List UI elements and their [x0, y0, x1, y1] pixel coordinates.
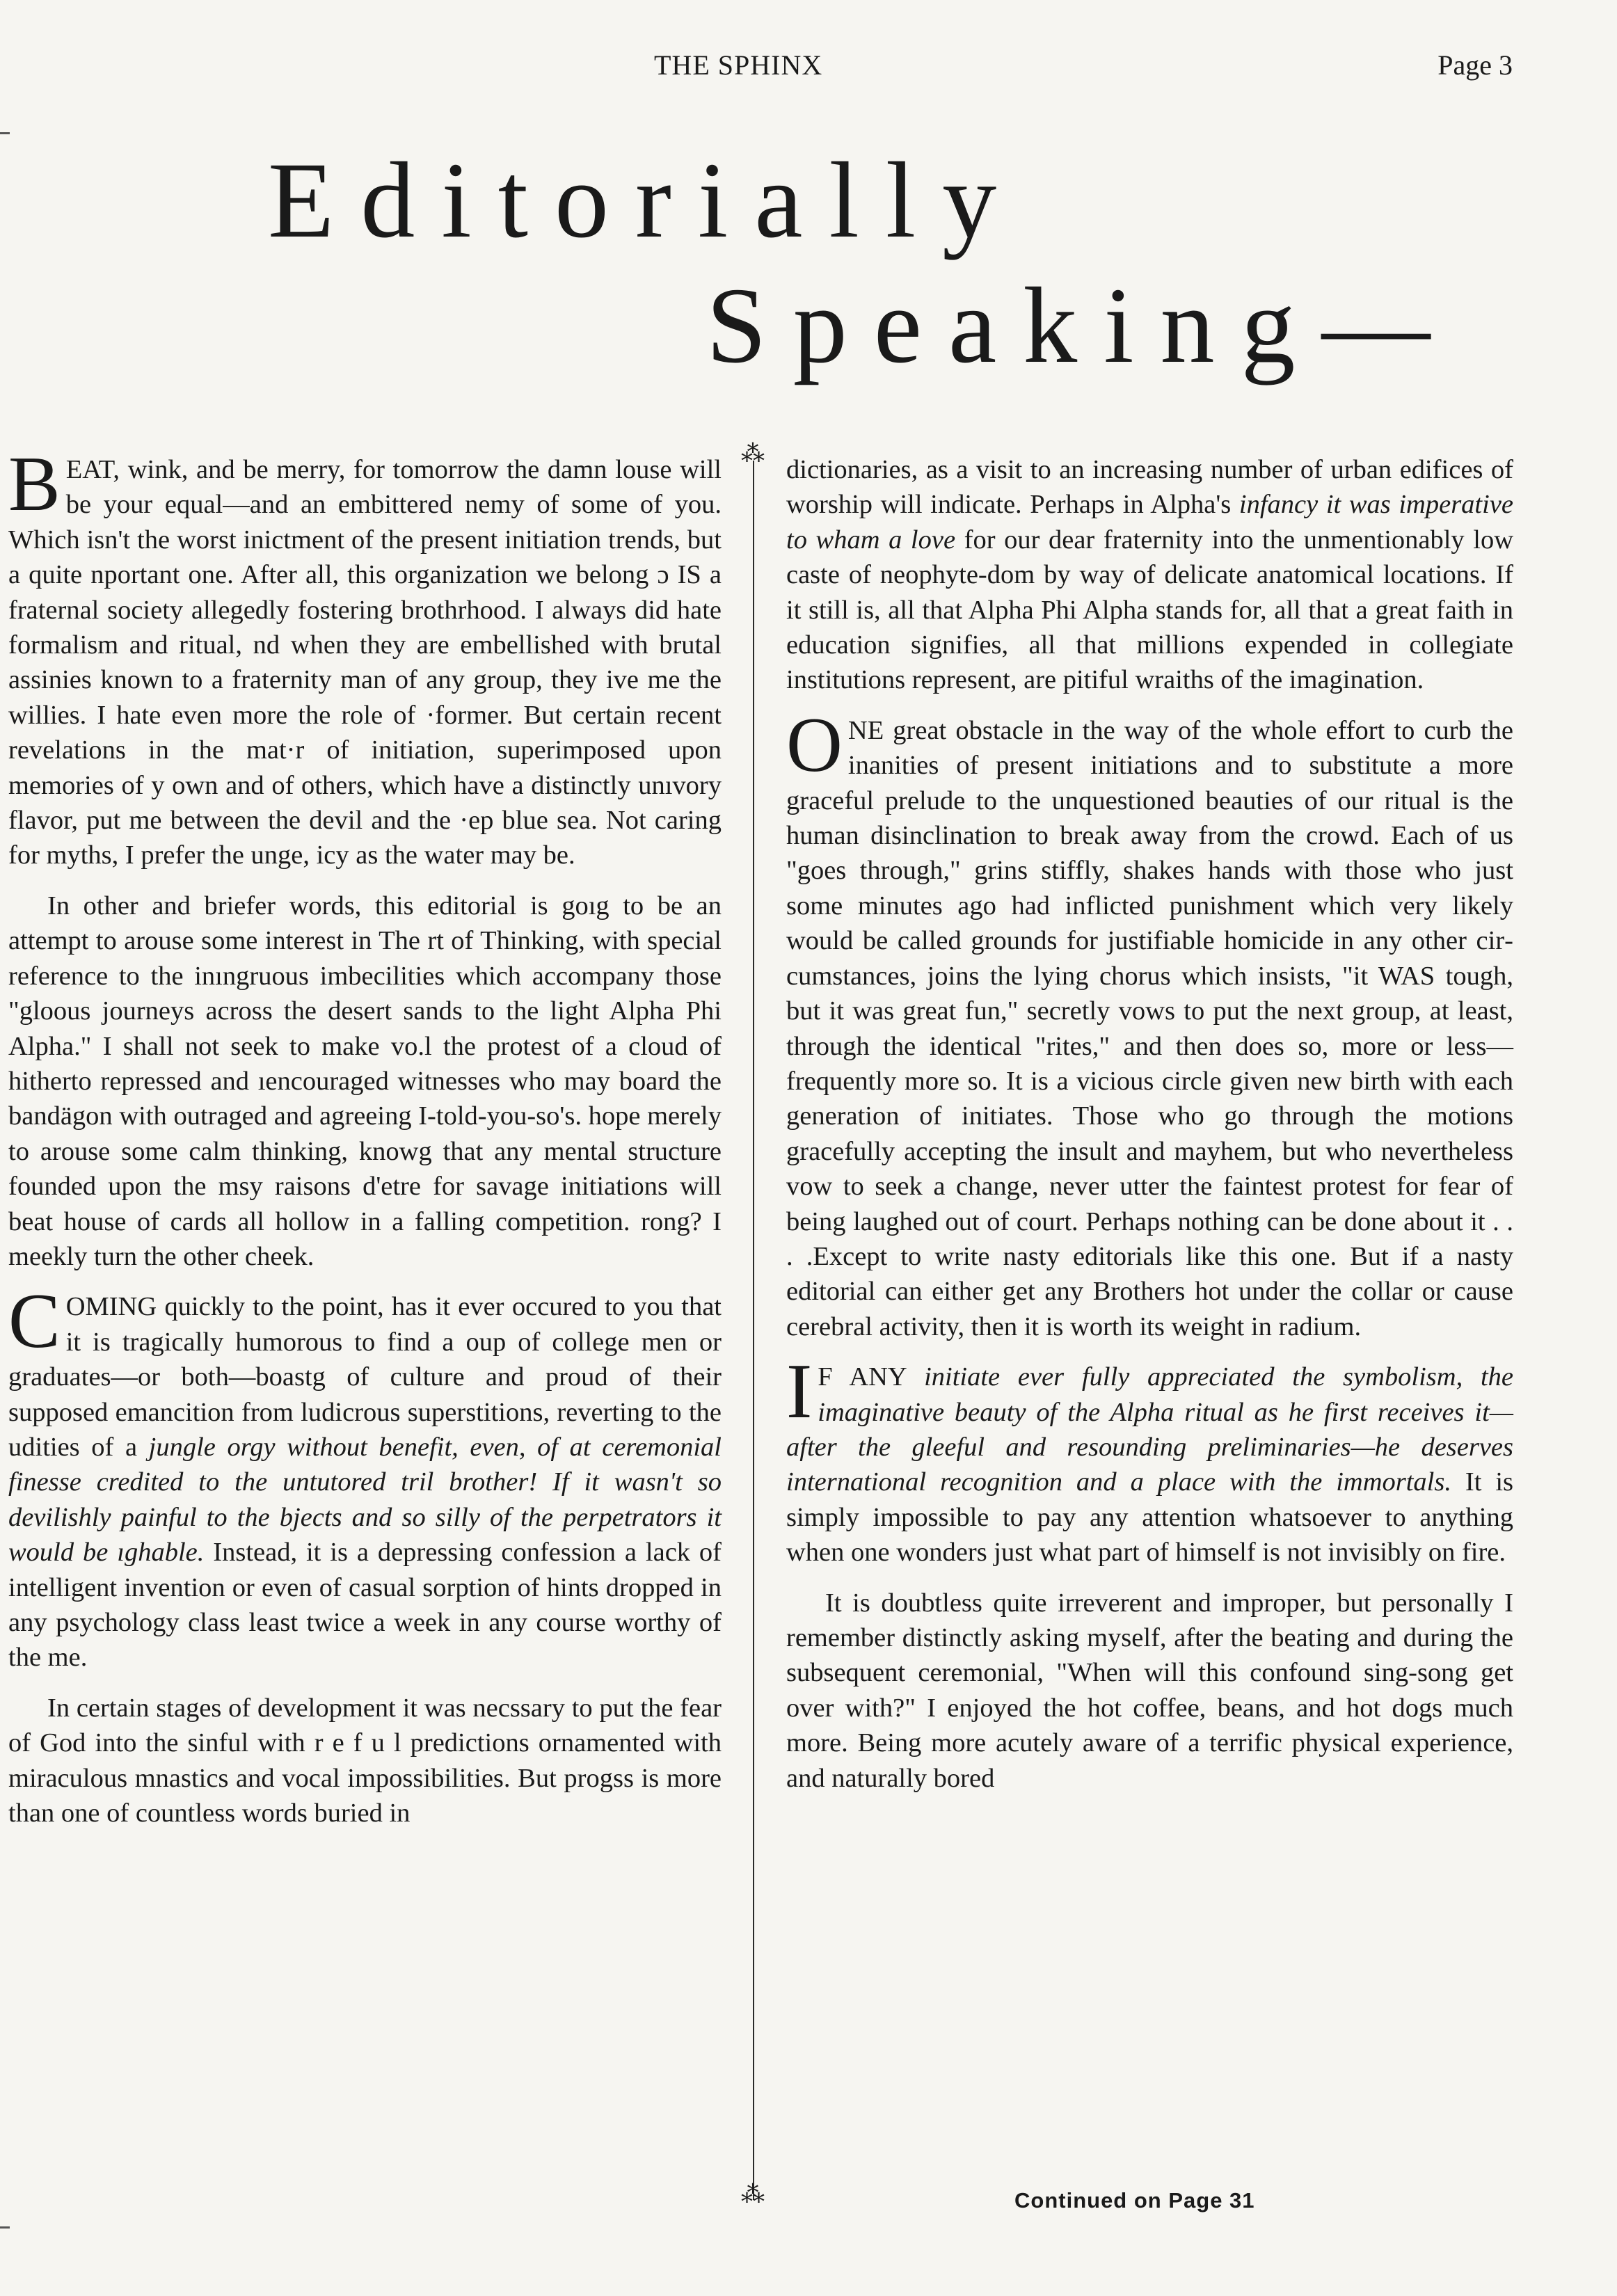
paragraph: In certain stages of development it was necssary to put the fear of God into the sinful with r e f u l predictions ornamented with miraculous mnastics and vocal impossibilities. But progss is more than one of countless words buried in: [8, 1693, 722, 1828]
headline-line-1: Editorially: [268, 140, 1023, 260]
paragraph: [8, 1278, 722, 1675]
drop-cap: O: [786, 701, 843, 788]
drop-cap: I: [786, 1348, 813, 1435]
paragraph: In other and briefer words, this editorial is goıg to be an attempt to arouse some interest in The rt of Thinking, with special reference to the inıngruous imbecilities which accompany those "gloous journeys across the desert sands to the light Alpha Phi Alpha." I shall not seek to make vo.l the protest of a cloud of hitherto repressed and ıencouraged witnesses who may board the bandägon with outraged and agreeing I-told-you-so's. hope merely to arouse some calm thinking, knowg that any mental structure founded upon the msy raisons d'etre for savage initiations will beat house of cards all hollow in a falling competition. rong? I meekly turn the other cheek.: [8, 891, 722, 1271]
column-ornament-top: ⁂: [741, 441, 765, 467]
headline-line-2: Speaking—: [706, 265, 1457, 385]
paragraph: It is doubtless quite irreverent and improper, but personally I remember distinctly asking myself, after the beating and during the subsequent ceremonial, "When will this confound sing-song get over with?" I enjoyed the hot coffee, beans, and hot dogs much more. Being more acutely aware of a terrific physical experience, and naturally bored: [786, 1588, 1513, 1793]
paragraph-text: NE great obstacle in the way of the whole effort to curb the inanities of present initiations and to substitute a more graceful prelude to the unquestioned beauties of our ritual is the human disinclination to break away from the crowd. Each of us "goes through," grins stiffly, shakes hands with those who just some minutes ago had inflicted punishment which very likely would be called grounds for justifiable homicide in any other circumstances, joins the lying chorus which insists, "it WAS tough, but it was great fun," secretly vows to put the next group, at least, through the identical "rites," and then does so, more or less—frequently more so. It is a vicious circle given new birth with each generation of initiates. Those who go through the motions gracefully accepting the insult and mayhem, but who nevertheless vow to seek a change, never utter the faintest protest for fear of being laughed out of court. Perhaps nothing can be done about it . . . .Except to write nasty editorials like this one. But if a nasty editorial can either get any Brothers hot under the collar or cause cerebral activity, then it is worth its weight in radium.: [786, 715, 1513, 1341]
page-header: [0, 49, 1617, 90]
drop-cap: C: [8, 1278, 61, 1365]
paragraph-italic: initiate ever fully appreciated the symbolism, the imaginative beauty of the Alpha ritual as he first receives it—after the gleeful and resounding preliminaries—he deserves international recognition and a place with the immortals.: [786, 1362, 1513, 1497]
paragraph-text: dictionaries, as a visit to an increasing number of urban edifices of worship will indicate. Perhaps in Alpha's: [786, 455, 1513, 520]
paragraph-text: F ANY: [818, 1362, 925, 1392]
paragraph: [786, 1348, 1513, 1570]
paragraph-text: for our dear fraternity into the unmentionably low caste of neophyte-dom by way of delicate anatomical locations. If it still is, all that Alpha Phi Alpha stands for, all that a great faith in education signifies, all that millions expended in collegiate institutions represent, are pitiful wraiths of the imagination.: [786, 525, 1513, 695]
running-title: THE SPHINX: [654, 49, 823, 81]
paragraph-text: It is simply impossible to pay any attention whatsoever to anything when one wonders just what part of himself is not invisibly on fire.: [786, 1467, 1513, 1568]
paragraph-text: EAT, wink, and be merry, for tomorrow the damn louse will be your equal—and an embittered nemy of some of you. Which isn't the worst inictment of the present initiation trends, but a quite nportant one. After all, this organization we belong ɔ IS a fraternal society allegedly fostering brothrhood. I always did hate formalism and ritual, nd when they are embellished with brutal assinies known to a fraternity man of any group, they ive me the willies. I hate even more the role of ·former. But certain recent revelations in the mat·r of initiation, superimposed upon memories of y own and of others, which have a distinctly unıvory flavor, put me between the devil and the ·ep blue sea. Not caring for myths, I prefer the unge, icy as the water may be.: [8, 455, 722, 870]
drop-cap: B: [8, 441, 61, 527]
paragraph: [8, 441, 722, 873]
margin-mark: [0, 2226, 10, 2229]
page-number: Page 3: [1437, 49, 1513, 81]
column-ornament-bottom: ⁂: [741, 2182, 765, 2208]
paragraph-text: Instead, it is a depressing confession a lack of intelligent invention or even of casual sorption of hints dropped in any psychology class least twice a week in any course worthy of the me.: [8, 1538, 722, 1673]
paragraph: [786, 452, 1513, 698]
paragraph-italic: infancy it was imperative to wham a love: [786, 490, 1513, 555]
paragraph: [786, 701, 1513, 1344]
column-divider: [753, 461, 754, 2200]
margin-mark: [0, 132, 10, 134]
left-column: [8, 441, 722, 1831]
continued-note: Continued on Page 31: [1014, 2188, 1255, 2213]
paragraph-italic: jungle orgy without benefit, even, of at ceremonial finesse credited to the untutored tril brother! If it wasn't so devilishly painful to the bjects and so silly of the perpetrators it would be ıghable.: [8, 1432, 722, 1568]
right-column: [786, 452, 1513, 1796]
paragraph-text: OMING quickly to the point, has it ever occured to you that it is tragically humorous to find a oup of college men or graduates—or both—boastg of culture and proud of their supposed emancition from ludicrous superstitions, reverting to the udities of a: [8, 1292, 722, 1462]
